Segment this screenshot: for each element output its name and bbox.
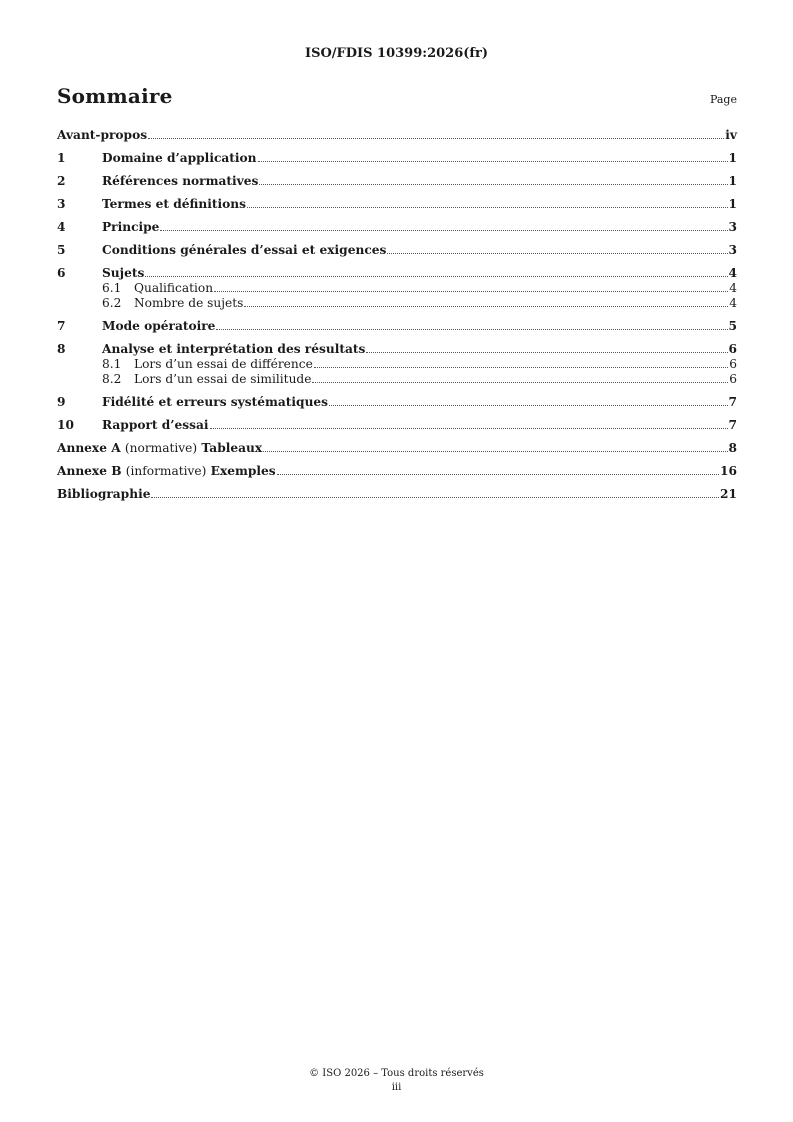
- toc-leader-dots: [277, 474, 719, 475]
- toc-leader-dots: [151, 497, 719, 498]
- toc-entry-2[interactable]: [57, 174, 737, 189]
- toc-leader-dots: [145, 276, 727, 277]
- toc-leader-dots: [258, 161, 728, 162]
- toc-entry-label: Sujets: [102, 266, 145, 280]
- toc-leader-dots: [216, 329, 727, 330]
- toc-entry-page: 6: [729, 372, 737, 386]
- toc-leader-dots: [148, 138, 724, 139]
- toc-entry-8[interactable]: [57, 342, 737, 357]
- toc-entry-page: 1: [728, 174, 737, 188]
- toc-leader-dots: [259, 184, 727, 185]
- toc-entry-label: Mode opératoire: [102, 319, 216, 333]
- toc-entry-number: 4: [57, 220, 66, 234]
- annex-label: Annexe A: [57, 441, 121, 455]
- toc-entry-number: 6: [57, 266, 66, 280]
- toc-entry-number: 2: [57, 174, 66, 188]
- toc-entry-10[interactable]: [57, 418, 737, 433]
- toc-entry-page: 4: [729, 296, 737, 310]
- toc-entry-page: 7: [728, 395, 737, 409]
- toc-entry-label: Principe: [102, 220, 160, 234]
- toc-entry-label: Qualification: [134, 281, 214, 295]
- toc-entry-8-2[interactable]: [57, 372, 737, 387]
- page-title: Sommaire: [57, 84, 173, 108]
- toc-entry-9[interactable]: [57, 395, 737, 410]
- toc-entry-annex-b[interactable]: [57, 464, 737, 479]
- copyright-notice: © ISO 2026 – Tous droits réservés: [309, 1068, 484, 1079]
- page-column-label: Page: [709, 93, 737, 106]
- toc-leader-dots: [329, 405, 727, 406]
- toc-entry-label: Avant-propos: [57, 128, 148, 142]
- toc-entry-page: 6: [729, 357, 737, 371]
- toc-entry-label: [57, 464, 276, 479]
- toc-entry-bibliography[interactable]: [57, 487, 737, 502]
- toc-leader-dots: [314, 367, 728, 368]
- toc-entry-6[interactable]: [57, 266, 737, 281]
- toc-entry-number: 9: [57, 395, 66, 409]
- toc-leader-dots: [160, 230, 727, 231]
- toc-entry-page: 3: [728, 220, 737, 234]
- toc-entry-label: Termes et définitions: [102, 197, 246, 211]
- toc-entry-1[interactable]: [57, 151, 737, 166]
- toc-entry-number: 5: [57, 243, 66, 257]
- toc-leader-dots: [263, 451, 727, 452]
- toc-title-row: [57, 84, 737, 108]
- annex-qualifier: (informative): [125, 464, 207, 478]
- toc-entry-page: 8: [728, 441, 737, 455]
- toc-entry-foreword[interactable]: [57, 128, 737, 143]
- toc-entry-label: Conditions générales d’essai et exigences: [102, 243, 387, 257]
- toc-leader-dots: [366, 352, 727, 353]
- toc-leader-dots: [312, 382, 728, 383]
- page-footer: [0, 1067, 793, 1095]
- toc-entry-number: 7: [57, 319, 66, 333]
- page-number: iii: [391, 1082, 402, 1093]
- toc-entry-label: Nombre de sujets: [134, 296, 244, 310]
- table-of-contents: [57, 128, 737, 502]
- toc-entry-page: 1: [728, 151, 737, 165]
- toc-entry-3[interactable]: [57, 197, 737, 212]
- annex-title: Tableaux: [201, 441, 263, 455]
- toc-entry-4[interactable]: [57, 220, 737, 235]
- toc-entry-page: 6: [728, 342, 737, 356]
- toc-entry-page: 3: [728, 243, 737, 257]
- document-header: ISO/FDIS 10399:2026(fr): [305, 46, 488, 61]
- toc-entry-label: Analyse et interprétation des résultats: [102, 342, 366, 356]
- toc-entry-page: iv: [725, 128, 737, 142]
- toc-entry-8-1[interactable]: [57, 357, 737, 372]
- toc-entry-7[interactable]: [57, 319, 737, 334]
- toc-entry-page: 16: [720, 464, 737, 478]
- toc-entry-label: Bibliographie: [57, 487, 151, 501]
- annex-qualifier: (normative): [124, 441, 198, 455]
- toc-entry-label: Domaine d’application: [102, 151, 257, 165]
- toc-entry-6-2[interactable]: [57, 296, 737, 311]
- toc-entry-label: Références normatives: [102, 174, 259, 188]
- toc-entry-label: [57, 441, 262, 456]
- toc-entry-label: Lors d’un essai de différence: [134, 357, 313, 371]
- toc-entry-number: 6.1: [102, 281, 122, 295]
- annex-label: Annexe B: [57, 464, 122, 478]
- toc-entry-page: 4: [728, 266, 737, 280]
- toc-entry-number: 3: [57, 197, 66, 211]
- toc-leader-dots: [210, 428, 728, 429]
- toc-entry-page: 4: [729, 281, 737, 295]
- toc-entry-number: 6.2: [102, 296, 122, 310]
- toc-leader-dots: [247, 207, 728, 208]
- toc-entry-number: 8.2: [102, 372, 122, 386]
- toc-entry-page: 5: [728, 319, 737, 333]
- toc-leader-dots: [214, 291, 728, 292]
- annex-title: Exemples: [210, 464, 276, 478]
- toc-entry-page: 21: [720, 487, 737, 501]
- toc-entry-number: 8.1: [102, 357, 122, 371]
- toc-entry-page: 1: [728, 197, 737, 211]
- toc-entry-page: 7: [728, 418, 737, 432]
- toc-entry-label: Lors d’un essai de similitude: [134, 372, 312, 386]
- toc-entry-number: 8: [57, 342, 66, 356]
- toc-entry-5[interactable]: [57, 243, 737, 258]
- toc-leader-dots: [387, 253, 727, 254]
- toc-entry-6-1[interactable]: [57, 281, 737, 296]
- toc-entry-number: 10: [57, 418, 74, 432]
- toc-entry-label: Fidélité et erreurs systématiques: [102, 395, 329, 409]
- toc-entry-number: 1: [57, 151, 66, 165]
- toc-leader-dots: [244, 306, 728, 307]
- toc-entry-label: Rapport d’essai: [102, 418, 209, 432]
- toc-entry-annex-a[interactable]: [57, 441, 737, 456]
